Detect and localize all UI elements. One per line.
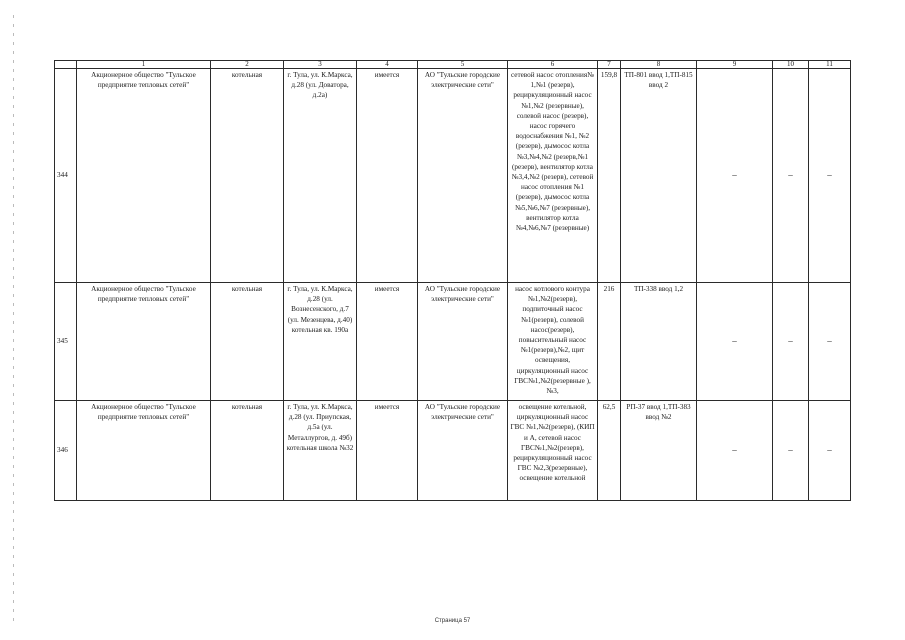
address-cell: г. Тула, ул. К.Маркса, д.28 (ул. Приупская, д.5а (ул. Металлургов, д. 49б) котельная школа №32 — [284, 401, 357, 501]
header-cell-6: 6 — [508, 61, 598, 69]
power-cell: 159,8 — [598, 69, 621, 283]
header-cell-10: 10 — [773, 61, 809, 69]
owner-cell: Акционерное общество "Тульское предприятие тепловых сетей" — [77, 69, 211, 283]
object-type-cell: котельная — [211, 283, 284, 401]
table-row — [55, 401, 851, 501]
col9-cell: – — [697, 69, 773, 283]
header-cell-9: 9 — [697, 61, 773, 69]
col9-cell: – — [697, 401, 773, 501]
substation-cell: ТП-338 ввод 1,2 — [621, 283, 697, 401]
col11-cell: – — [809, 283, 851, 401]
row-number: 345 — [55, 283, 77, 401]
power-cell: 216 — [598, 283, 621, 401]
equipment-cell: освещение котельной, циркуляционный насос ГВС №1,№2(резерв), (КИП и А, сетевой насос ГВС№1,№2(резерв), рециркуляционный насос ГВС №2,3(резервные), освещение котельной — [508, 401, 598, 501]
object-type-cell: котельная — [211, 69, 284, 283]
header-cell-4: 4 — [357, 61, 418, 69]
substation-cell: РП-37 ввод 1,ТП-383 ввод №2 — [621, 401, 697, 501]
equipment-cell: насос котлового контура №1,№2(резерв), подпиточный насос №1(резерв), солевой насос(резерв), повысительный насос №1(резерв),№2, щит освещения, циркуляционный насос ГВС№1,№2(резервные ),№3, — [508, 283, 598, 401]
header-cell-2: 2 — [211, 61, 284, 69]
table-row — [55, 283, 851, 401]
page-footer: Страница 57 — [434, 618, 471, 624]
status-cell: имеется — [357, 283, 418, 401]
equipment-cell: сетевой насос отопления№ 1,№1 (резерв), рециркуляционный насос №1,№2 (резервные), солевой насос (резерв), насос горячего водоснабжения №1, №2 (резерв), дымосос котла №3,№4,№2 (резерв,№1 (резерв), вентилятор котла №3,4,№2 (резерв), сетевой насос отопления №1 (резерв), дымосос котла №5,№6,№7 (резервные), вентилятор котла №4,№6,№7 (резервные) — [508, 69, 598, 283]
substation-cell: ТП-801 ввод 1,ТП-815 ввод 2 — [621, 69, 697, 283]
header-cell-11: 11 — [809, 61, 851, 69]
register-table — [54, 60, 851, 501]
row-number: 344 — [55, 69, 77, 283]
row-number: 346 — [55, 401, 77, 501]
header-cell-1: 1 — [77, 61, 211, 69]
power-cell: 62,5 — [598, 401, 621, 501]
header-cell-3: 3 — [284, 61, 357, 69]
status-cell: имеется — [357, 401, 418, 501]
supplier-cell: АО "Тульские городские электрические сети" — [418, 283, 508, 401]
col11-cell: – — [809, 401, 851, 501]
status-cell: имеется — [357, 69, 418, 283]
header-cell-5: 5 — [418, 61, 508, 69]
scan-edge-marks — [13, 15, 14, 625]
col10-cell: – — [773, 69, 809, 283]
address-cell: г. Тула, ул. К.Маркса, д.28 (ул. Вознесенского, д.7 (ул. Мезенцева, д.40) котельная кв. 190а — [284, 283, 357, 401]
owner-cell: Акционерное общество "Тульское предприятие тепловых сетей" — [77, 283, 211, 401]
supplier-cell: АО "Тульские городские электрические сети" — [418, 401, 508, 501]
col9-cell: – — [697, 283, 773, 401]
col10-cell: – — [773, 401, 809, 501]
address-cell: г. Тула, ул. К.Маркса, д.28 (ул. Доватора, д.2а) — [284, 69, 357, 283]
col11-cell: – — [809, 69, 851, 283]
table-row — [55, 69, 851, 283]
header-row — [55, 61, 851, 69]
supplier-cell: АО "Тульские городские электрические сети" — [418, 69, 508, 283]
col10-cell: – — [773, 283, 809, 401]
header-cell-7: 7 — [598, 61, 621, 69]
header-cell-0 — [55, 61, 77, 69]
owner-cell: Акционерное общество "Тульское предприятие тепловых сетей" — [77, 401, 211, 501]
object-type-cell: котельная — [211, 401, 284, 501]
header-cell-8: 8 — [621, 61, 697, 69]
